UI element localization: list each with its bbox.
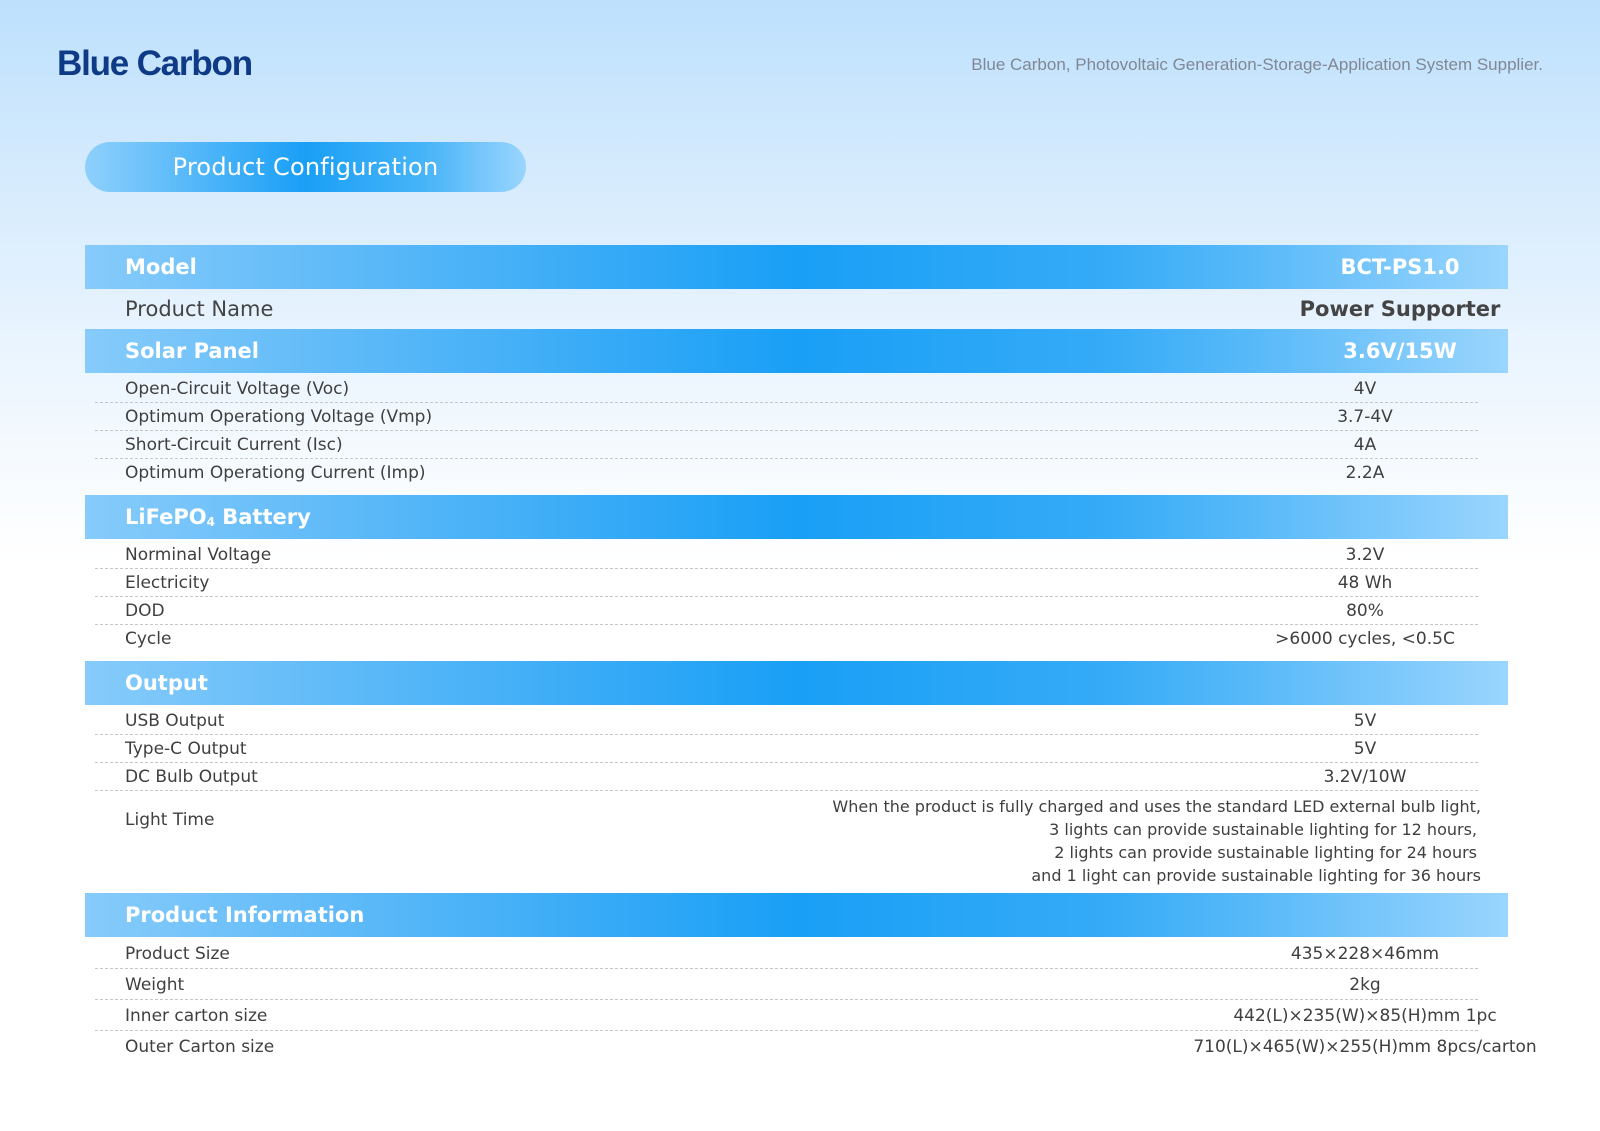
- spec-value: 435×228×46mm: [1290, 944, 1440, 964]
- spec-value: 5V: [1353, 711, 1377, 731]
- section-title-pill: [85, 142, 526, 192]
- spec-label: Optimum Operationg Current (Imp): [125, 463, 426, 483]
- spec-value: >6000 cycles, <0.5C: [1275, 629, 1455, 649]
- spec-row: [85, 939, 1508, 969]
- light-time-label: Light Time: [125, 810, 215, 830]
- spec-value: 2kg: [1349, 974, 1381, 995]
- product-info-rows: [85, 937, 1537, 1070]
- light-time-line: and 1 light can provide sustainable lighting for 36 hours: [1031, 866, 1481, 885]
- product-name-value: Power Supporter: [1299, 297, 1501, 321]
- spec-label: Outer Carton size: [125, 1036, 275, 1057]
- spec-label: Product Size: [125, 944, 230, 964]
- product-info-header: [85, 893, 1508, 937]
- spec-row: [85, 459, 1508, 487]
- brand-logo: Blue Carbon: [57, 44, 252, 83]
- spec-value: 5V: [1353, 739, 1377, 759]
- product-name-row: [85, 289, 1508, 329]
- spec-label: Short-Circuit Current (Isc): [125, 435, 343, 455]
- spec-label: USB Output: [125, 711, 225, 731]
- battery-label-main: LiFePO: [125, 505, 207, 529]
- light-time-description: [832, 795, 1481, 887]
- spec-label: Optimum Operationg Voltage (Vmp): [125, 407, 433, 427]
- tagline: Blue Carbon, Photovoltaic Generation-Storage-Application System Supplier.: [971, 55, 1543, 74]
- spec-row: [85, 1000, 1508, 1031]
- light-time-line: 2 lights can provide sustainable lighting for 24 hours: [1054, 843, 1477, 862]
- product-name-label: Product Name: [125, 297, 274, 321]
- solar-panel-rows: [85, 373, 1508, 495]
- spec-row: [85, 1031, 1537, 1062]
- output-header: [85, 661, 1508, 705]
- spec-label: Cycle: [125, 629, 172, 649]
- light-time-line: When the product is fully charged and uses the standard LED external bulb light,: [832, 797, 1481, 816]
- solar-panel-value: 3.6V/15W: [1343, 339, 1457, 363]
- spec-label: Inner carton size: [125, 1005, 268, 1026]
- battery-label-tail: Battery: [214, 505, 311, 529]
- spec-row: [85, 569, 1508, 597]
- spec-table: [85, 245, 1537, 1070]
- model-header: [85, 245, 1508, 289]
- spec-row: [85, 763, 1508, 791]
- spec-value: 710(L)×465(W)×255(H)mm 8pcs/carton: [1193, 1036, 1537, 1057]
- model-value: BCT-PS1.0: [1340, 255, 1460, 279]
- light-time-row: [85, 791, 1508, 893]
- spec-row: [85, 431, 1508, 459]
- spec-row: [85, 707, 1508, 735]
- model-label: Model: [125, 255, 197, 279]
- spec-value: 2.2A: [1345, 463, 1385, 483]
- spec-value: 80%: [1346, 601, 1384, 621]
- spec-value: 48 Wh: [1337, 573, 1393, 593]
- spec-row: [85, 625, 1508, 653]
- spec-label: Type-C Output: [125, 739, 247, 759]
- spec-label: DOD: [125, 601, 165, 621]
- spec-label: Norminal Voltage: [125, 545, 272, 565]
- solar-panel-label: Solar Panel: [125, 339, 259, 363]
- light-time-line: 3 lights can provide sustainable lighting for 12 hours,: [1049, 820, 1477, 839]
- spec-row: [85, 597, 1508, 625]
- spec-value: 3.2V/10W: [1323, 767, 1407, 787]
- spec-row: [85, 375, 1508, 403]
- spec-label: Electricity: [125, 573, 210, 593]
- spec-value: 3.2V: [1345, 545, 1385, 565]
- battery-header: [85, 495, 1508, 539]
- spec-value: 442(L)×235(W)×85(H)mm 1pc: [1233, 1005, 1497, 1026]
- battery-rows: [85, 539, 1508, 661]
- spec-label: Weight: [125, 974, 185, 995]
- spec-row: [85, 969, 1508, 1000]
- product-info-label: Product Information: [125, 903, 365, 927]
- spec-value: 4A: [1353, 435, 1377, 455]
- spec-row: [85, 541, 1508, 569]
- page-title: Product Configuration: [172, 153, 439, 181]
- spec-label: Open-Circuit Voltage (Voc): [125, 379, 350, 399]
- output-rows: [85, 705, 1508, 893]
- battery-label: [125, 505, 311, 529]
- spec-row: [85, 735, 1508, 763]
- solar-panel-header: [85, 329, 1508, 373]
- battery-label-subscript: 4: [206, 515, 215, 529]
- output-label: Output: [125, 671, 208, 695]
- spec-row: [85, 403, 1508, 431]
- spec-label: DC Bulb Output: [125, 767, 258, 787]
- spec-value: 4V: [1353, 379, 1377, 399]
- spec-value: 3.7-4V: [1337, 407, 1393, 427]
